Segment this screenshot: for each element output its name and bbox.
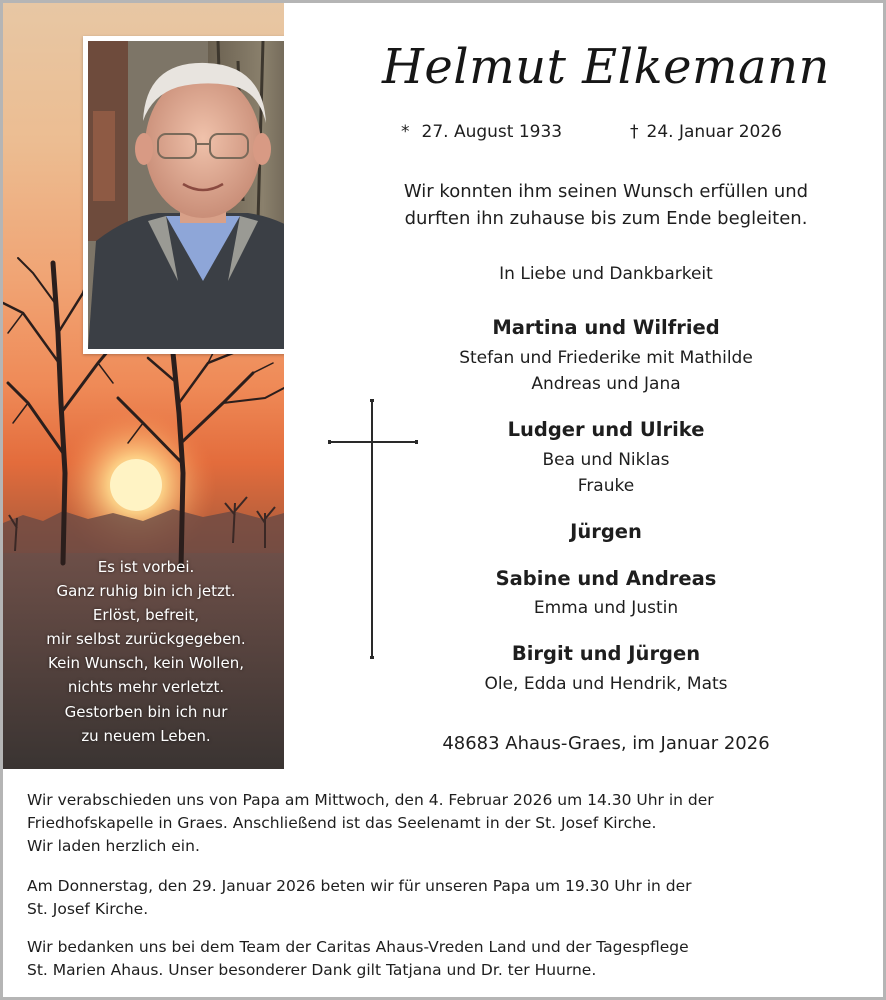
poem-line: Gestorben bin ich nur	[64, 702, 228, 721]
poem-line: Kein Wunsch, kein Wollen,	[48, 654, 244, 673]
family-member: Bea und Niklas	[542, 450, 670, 470]
family-member: Ole, Edda und Hendrik, Mats	[484, 674, 728, 694]
birth-symbol: *	[401, 122, 410, 142]
birth-date-text: 27. August 1933	[421, 122, 563, 142]
notice-farewell	[27, 789, 867, 858]
deceased-name: Helmut Elkemann	[382, 39, 830, 95]
family-group-name: Ludger und Ulrike	[507, 418, 705, 441]
sunset-photo	[3, 3, 284, 769]
notice-line: St. Marien Ahaus. Unser besonderer Dank gilt Tatjana und Dr. ter Huurne.	[27, 961, 597, 979]
notice-thanks	[27, 936, 867, 982]
family-member: Frauke	[577, 476, 635, 496]
intro-line: Wir konnten ihm seinen Wunsch erfüllen und	[403, 181, 809, 202]
notice-line: Wir laden herzlich ein.	[27, 837, 200, 855]
poem-line: Ganz ruhig bin ich jetzt.	[56, 582, 236, 601]
portrait-image	[88, 41, 284, 349]
death-date	[630, 122, 782, 142]
death-date-text: 24. Januar 2026	[646, 122, 782, 142]
family-group-name: Birgit und Jürgen	[511, 642, 701, 665]
cross-icon	[371, 400, 373, 658]
notice-line: St. Josef Kirche.	[27, 900, 149, 918]
notice-line: Am Donnerstag, den 29. Januar 2026 beten wir für unseren Papa um 19.30 Uhr in der	[27, 877, 692, 895]
notice-line: Friedhofskapelle in Graes. Anschließend ist das Seelenamt in der St. Josef Kirche.	[27, 814, 657, 832]
family-group-name: Martina und Wilfried	[492, 316, 720, 339]
poem-line: zu neuem Leben.	[81, 726, 211, 745]
notice-prayer	[27, 875, 867, 921]
family-member: Stefan und Friederike mit Mathilde	[459, 348, 753, 368]
portrait-photo	[83, 36, 284, 354]
notice-line: Wir bedanken uns bei dem Team der Caritas Ahaus-Vreden Land und der Tagespflege	[27, 938, 689, 956]
cross-icon-bar	[329, 441, 417, 443]
poem-line: nichts mehr verletzt.	[67, 678, 225, 697]
notice-line	[27, 789, 867, 812]
notice-line-text: Wir verabschieden uns von Papa am Mittwoch, den 4. Februar 2026 um 14.30 Uhr in der	[27, 791, 714, 809]
family-member: Andreas und Jana	[531, 374, 681, 394]
place-date: 48683 Ahaus-Graes, im Januar 2026	[442, 733, 770, 754]
death-symbol: †	[630, 122, 639, 142]
poem-line: Erlöst, befreit,	[92, 606, 200, 625]
poem-line: mir selbst zurückgegeben.	[46, 630, 246, 649]
closing-phrase: In Liebe und Dankbarkeit	[499, 264, 713, 284]
poem	[3, 555, 284, 748]
family-group-name: Sabine und Andreas	[495, 567, 717, 590]
family-group-name: Jürgen	[570, 520, 642, 543]
intro-line: durften ihn zuhause bis zum Ende begleiten.	[404, 208, 808, 229]
birth-date	[401, 122, 562, 142]
family-member: Emma und Justin	[533, 598, 679, 618]
poem-line: Es ist vorbei.	[97, 558, 195, 576]
